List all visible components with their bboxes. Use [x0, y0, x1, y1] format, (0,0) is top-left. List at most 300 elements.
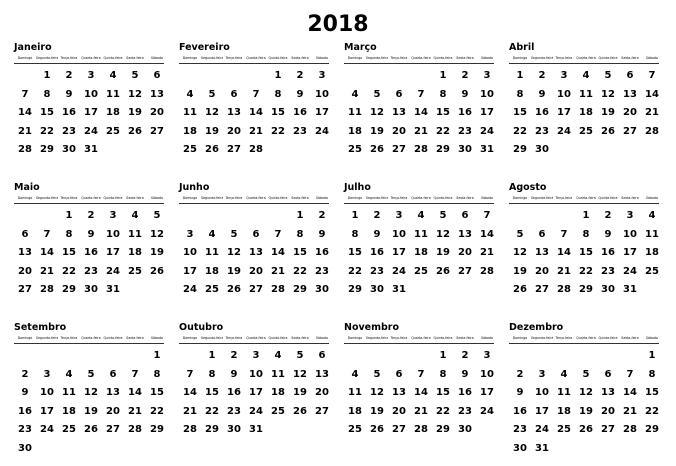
day-cell: 6	[461, 210, 469, 221]
weekday-label: Sexta-feira	[456, 336, 474, 340]
day-cell: 22	[579, 265, 593, 277]
day-cell: 30	[227, 424, 241, 435]
day-cell: 28	[249, 144, 263, 155]
day-cell: 15	[271, 107, 285, 118]
weekday-label: Sábado	[316, 56, 328, 60]
weekday-label: Terça-feira	[555, 196, 573, 200]
day-cell: 12	[205, 107, 219, 118]
day-cell: 9	[373, 228, 381, 240]
day-cell: 31	[84, 144, 98, 155]
empty-cell	[509, 347, 531, 366]
day-cell: 27	[601, 424, 615, 435]
weekday-label: Sexta-feira	[126, 196, 144, 200]
day-cell: 23	[458, 125, 472, 137]
day-cell: 23	[513, 424, 527, 435]
header-divider	[344, 203, 494, 204]
day-cell: 2	[373, 210, 381, 221]
weekday-label: Sábado	[646, 196, 658, 200]
day-cell: 18	[62, 405, 76, 417]
weekday-label: Sábado	[646, 56, 658, 60]
day-cell: 9	[538, 88, 546, 100]
empty-cell	[267, 207, 289, 226]
day-cell: 8	[439, 368, 447, 380]
weekday-label: Domingo	[17, 336, 33, 340]
empty-cell	[14, 207, 36, 226]
weekday-label: Segunda-feira	[531, 336, 553, 340]
weekday-label: Terça-feira	[225, 56, 243, 60]
day-cell: 30	[370, 284, 384, 295]
month-block	[14, 182, 179, 322]
weekday-label: Segunda-feira	[36, 196, 58, 200]
weekday-label: Terça-feira	[60, 336, 78, 340]
day-cell: 4	[109, 70, 117, 81]
day-grid	[14, 347, 179, 458]
empty-cell	[388, 347, 410, 366]
day-cell: 8	[582, 228, 590, 240]
day-cell: 5	[131, 70, 139, 81]
day-cell: 15	[436, 107, 450, 118]
day-cell: 2	[461, 350, 469, 361]
day-cell: 4	[582, 70, 590, 81]
weekday-label: Domingo	[512, 336, 528, 340]
day-cell: 1	[648, 350, 656, 361]
day-cell: 30	[513, 442, 527, 454]
month-block	[509, 182, 674, 322]
day-cell: 30	[315, 284, 329, 295]
weekday-label: Quinta-feira	[103, 196, 123, 200]
month-block	[509, 322, 674, 462]
weekday-label: Quinta-feira	[268, 336, 288, 340]
day-cell: 17	[84, 107, 98, 118]
day-cell: 26	[128, 125, 142, 137]
day-cell: 23	[227, 405, 241, 417]
day-cell: 5	[153, 210, 161, 221]
day-cell: 10	[84, 88, 98, 100]
weekday-label: Quinta-feira	[103, 336, 123, 340]
day-cell: 26	[370, 424, 384, 435]
day-cell: 28	[623, 424, 637, 435]
day-grid	[509, 67, 674, 160]
day-cell: 5	[208, 88, 216, 100]
day-cell: 1	[516, 70, 524, 81]
day-cell: 12	[601, 88, 615, 100]
day-cell: 11	[62, 387, 76, 398]
day-cell: 7	[186, 368, 194, 380]
day-cell: 25	[183, 144, 197, 155]
day-cell: 27	[227, 144, 241, 155]
day-cell: 12	[227, 247, 241, 258]
header-divider	[179, 203, 329, 204]
empty-cell	[201, 67, 223, 86]
day-cell: 8	[296, 228, 304, 240]
day-cell: 6	[604, 368, 612, 380]
day-cell: 17	[623, 247, 637, 258]
day-grid	[179, 67, 344, 160]
day-cell: 22	[645, 405, 659, 417]
day-cell: 20	[106, 405, 120, 417]
day-cell: 15	[293, 247, 307, 258]
month-name: Outubro	[179, 322, 224, 333]
day-cell: 17	[183, 265, 197, 277]
day-cell: 22	[271, 125, 285, 137]
weekday-label: Sábado	[481, 336, 493, 340]
day-cell: 29	[40, 144, 54, 155]
weekday-label: Segunda-feira	[531, 196, 553, 200]
weekday-label: Domingo	[182, 196, 198, 200]
day-cell: 24	[249, 405, 263, 417]
day-cell: 9	[604, 228, 612, 240]
weekday-label: Sexta-feira	[291, 196, 309, 200]
empty-cell	[14, 347, 36, 366]
day-cell: 21	[40, 265, 54, 277]
day-cell: 1	[439, 70, 447, 81]
empty-cell	[366, 347, 388, 366]
day-cell: 20	[392, 125, 406, 137]
day-cell: 29	[293, 284, 307, 295]
weekday-label: Quinta-feira	[103, 56, 123, 60]
day-grid	[344, 67, 509, 160]
day-cell: 25	[557, 424, 571, 435]
weekday-label: Domingo	[512, 56, 528, 60]
day-cell: 25	[205, 284, 219, 295]
day-cell: 19	[293, 387, 307, 398]
day-cell: 16	[370, 247, 384, 258]
day-cell: 9	[87, 228, 95, 240]
day-cell: 8	[351, 228, 359, 240]
weekday-label: Sexta-feira	[126, 56, 144, 60]
day-cell: 17	[480, 107, 494, 118]
day-cell: 26	[436, 265, 450, 277]
day-cell: 14	[480, 228, 494, 240]
day-cell: 14	[414, 387, 428, 398]
day-cell: 11	[414, 228, 428, 240]
day-cell: 16	[458, 107, 472, 118]
weekday-label: Segunda-feira	[36, 56, 58, 60]
day-cell: 20	[150, 107, 164, 118]
day-cell: 12	[84, 387, 98, 398]
day-cell: 26	[370, 144, 384, 155]
day-cell: 23	[535, 125, 549, 137]
weekday-label: Quarta-feira	[81, 56, 101, 60]
day-cell: 2	[516, 368, 524, 380]
weekday-label: Domingo	[512, 196, 528, 200]
day-cell: 2	[538, 70, 546, 81]
day-cell: 12	[370, 107, 384, 118]
day-cell: 15	[205, 387, 219, 398]
day-cell: 4	[417, 210, 425, 221]
day-cell: 29	[579, 284, 593, 295]
empty-cell	[388, 67, 410, 86]
day-cell: 12	[436, 228, 450, 240]
day-cell: 10	[623, 228, 637, 240]
day-cell: 14	[128, 387, 142, 398]
empty-cell	[619, 347, 641, 366]
day-cell: 26	[205, 144, 219, 155]
day-cell: 8	[65, 228, 73, 240]
day-cell: 25	[62, 424, 76, 435]
day-cell: 22	[40, 125, 54, 137]
month-block	[344, 322, 509, 462]
header-divider	[509, 63, 659, 64]
month-block	[179, 182, 344, 322]
day-cell: 12	[128, 88, 142, 100]
day-cell: 5	[582, 368, 590, 380]
day-cell: 22	[293, 265, 307, 277]
day-cell: 3	[87, 70, 95, 81]
day-cell: 11	[348, 387, 362, 398]
weekday-label: Quarta-feira	[246, 196, 266, 200]
day-cell: 2	[21, 368, 29, 380]
day-cell: 15	[513, 107, 527, 118]
day-cell: 20	[392, 405, 406, 417]
day-cell: 9	[21, 387, 29, 398]
day-cell: 29	[348, 284, 362, 295]
day-cell: 9	[65, 88, 73, 100]
day-cell: 4	[131, 210, 139, 221]
day-cell: 19	[128, 107, 142, 118]
month-block	[509, 42, 674, 182]
day-cell: 17	[315, 107, 329, 118]
day-cell: 26	[579, 424, 593, 435]
empty-cell	[553, 347, 575, 366]
day-cell: 5	[604, 70, 612, 81]
empty-cell	[223, 67, 245, 86]
day-cell: 20	[623, 107, 637, 118]
weekday-label: Terça-feira	[555, 336, 573, 340]
day-cell: 19	[370, 405, 384, 417]
day-cell: 30	[535, 144, 549, 155]
weekday-label: Terça-feira	[390, 336, 408, 340]
day-cell: 18	[348, 405, 362, 417]
day-cell: 29	[436, 424, 450, 435]
day-cell: 24	[480, 405, 494, 417]
day-cell: 11	[348, 107, 362, 118]
day-cell: 8	[274, 88, 282, 100]
empty-cell	[553, 207, 575, 226]
empty-cell	[179, 347, 201, 366]
day-grid	[14, 67, 179, 160]
weekday-label: Sábado	[316, 336, 328, 340]
day-cell: 7	[560, 228, 568, 240]
header-divider	[344, 343, 494, 344]
day-cell: 21	[557, 265, 571, 277]
day-cell: 18	[183, 125, 197, 137]
month-block	[179, 42, 344, 182]
weekday-label: Sexta-feira	[621, 196, 639, 200]
day-cell: 2	[65, 70, 73, 81]
weekday-label: Terça-feira	[60, 196, 78, 200]
day-cell: 7	[417, 368, 425, 380]
day-cell: 11	[579, 88, 593, 100]
weekday-label: Quinta-feira	[433, 336, 453, 340]
weekday-label: Quarta-feira	[411, 336, 431, 340]
day-cell: 27	[150, 125, 164, 137]
day-cell: 31	[535, 442, 549, 454]
day-cell: 24	[84, 125, 98, 137]
day-cell: 10	[106, 228, 120, 240]
day-cell: 21	[271, 265, 285, 277]
day-cell: 17	[249, 387, 263, 398]
day-cell: 7	[483, 210, 491, 221]
day-cell: 9	[318, 228, 326, 240]
day-cell: 22	[150, 405, 164, 417]
day-cell: 29	[513, 144, 527, 155]
empty-cell	[36, 207, 58, 226]
day-cell: 10	[480, 368, 494, 380]
month-name: Novembro	[344, 322, 400, 333]
month-block	[14, 42, 179, 182]
day-cell: 17	[106, 247, 120, 258]
day-cell: 16	[601, 247, 615, 258]
day-cell: 23	[84, 265, 98, 277]
day-cell: 21	[183, 405, 197, 417]
day-cell: 20	[535, 265, 549, 277]
day-cell: 4	[274, 350, 282, 361]
day-cell: 21	[414, 125, 428, 137]
day-cell: 13	[249, 247, 263, 258]
day-cell: 7	[21, 88, 29, 100]
day-cell: 18	[645, 247, 659, 258]
weekday-label: Domingo	[182, 336, 198, 340]
weekday-header	[344, 55, 509, 61]
day-cell: 24	[183, 284, 197, 295]
month-block	[179, 322, 344, 462]
day-cell: 17	[480, 387, 494, 398]
day-cell: 16	[458, 387, 472, 398]
empty-cell	[410, 67, 432, 86]
day-cell: 3	[483, 70, 491, 81]
day-cell: 20	[601, 405, 615, 417]
day-cell: 5	[87, 368, 95, 380]
weekday-header	[179, 55, 344, 61]
day-cell: 19	[205, 125, 219, 137]
weekday-header	[509, 195, 674, 201]
weekday-label: Quinta-feira	[268, 196, 288, 200]
day-cell: 28	[183, 424, 197, 435]
day-cell: 30	[62, 144, 76, 155]
weekday-label: Terça-feira	[60, 56, 78, 60]
day-grid	[509, 207, 674, 300]
day-cell: 15	[62, 247, 76, 258]
weekday-label: Terça-feira	[225, 336, 243, 340]
month-block	[344, 182, 509, 322]
header-divider	[179, 63, 329, 64]
weekday-label: Sexta-feira	[621, 336, 639, 340]
day-cell: 31	[249, 424, 263, 435]
weekday-label: Sexta-feira	[291, 56, 309, 60]
weekday-label: Sexta-feira	[291, 336, 309, 340]
day-cell: 3	[626, 210, 634, 221]
day-cell: 19	[84, 405, 98, 417]
day-cell: 12	[150, 228, 164, 240]
day-cell: 8	[439, 88, 447, 100]
weekday-label: Sexta-feira	[456, 56, 474, 60]
month-name: Abril	[509, 42, 535, 53]
day-cell: 2	[230, 350, 238, 361]
empty-cell	[344, 347, 366, 366]
day-cell: 28	[271, 284, 285, 295]
day-grid	[344, 347, 509, 440]
weekday-label: Quarta-feira	[411, 56, 431, 60]
header-divider	[344, 63, 494, 64]
day-cell: 6	[395, 368, 403, 380]
day-cell: 21	[18, 125, 32, 137]
day-cell: 31	[106, 284, 120, 295]
day-cell: 4	[648, 210, 656, 221]
day-cell: 4	[560, 368, 568, 380]
day-cell: 28	[557, 284, 571, 295]
day-cell: 24	[535, 424, 549, 435]
day-cell: 19	[370, 125, 384, 137]
day-cell: 27	[18, 284, 32, 295]
day-cell: 26	[513, 284, 527, 295]
day-cell: 17	[392, 247, 406, 258]
day-cell: 21	[480, 247, 494, 258]
day-cell: 1	[582, 210, 590, 221]
empty-cell	[509, 207, 531, 226]
header-divider	[14, 63, 164, 64]
day-cell: 19	[601, 107, 615, 118]
empty-cell	[245, 207, 267, 226]
weekday-label: Sábado	[151, 336, 163, 340]
day-cell: 2	[296, 70, 304, 81]
day-cell: 6	[109, 368, 117, 380]
day-cell: 15	[645, 387, 659, 398]
day-cell: 16	[84, 247, 98, 258]
day-cell: 27	[623, 125, 637, 137]
day-cell: 29	[436, 144, 450, 155]
day-cell: 15	[348, 247, 362, 258]
day-cell: 20	[458, 247, 472, 258]
day-cell: 15	[436, 387, 450, 398]
day-cell: 10	[392, 228, 406, 240]
day-cell: 7	[43, 228, 51, 240]
weekday-label: Domingo	[347, 196, 363, 200]
day-cell: 12	[293, 368, 307, 380]
day-cell: 23	[62, 125, 76, 137]
weekday-label: Quarta-feira	[246, 336, 266, 340]
weekday-label: Segunda-feira	[531, 56, 553, 60]
empty-cell	[245, 67, 267, 86]
day-cell: 15	[150, 387, 164, 398]
empty-cell	[179, 67, 201, 86]
weekday-header	[344, 335, 509, 341]
day-cell: 11	[271, 368, 285, 380]
months-grid	[14, 42, 674, 462]
day-cell: 14	[557, 247, 571, 258]
day-cell: 23	[370, 265, 384, 277]
day-cell: 3	[318, 70, 326, 81]
day-cell: 4	[208, 228, 216, 240]
day-cell: 19	[579, 405, 593, 417]
day-cell: 22	[436, 125, 450, 137]
empty-cell	[14, 67, 36, 86]
day-cell: 11	[557, 387, 571, 398]
day-cell: 3	[560, 70, 568, 81]
day-cell: 6	[318, 350, 326, 361]
day-grid	[509, 347, 674, 458]
day-cell: 8	[648, 368, 656, 380]
day-cell: 27	[315, 405, 329, 417]
weekday-label: Segunda-feira	[201, 56, 223, 60]
day-cell: 7	[252, 88, 260, 100]
day-cell: 18	[414, 247, 428, 258]
day-cell: 26	[150, 265, 164, 277]
day-cell: 22	[62, 265, 76, 277]
day-cell: 9	[230, 368, 238, 380]
day-cell: 7	[648, 70, 656, 81]
weekday-label: Segunda-feira	[366, 196, 388, 200]
